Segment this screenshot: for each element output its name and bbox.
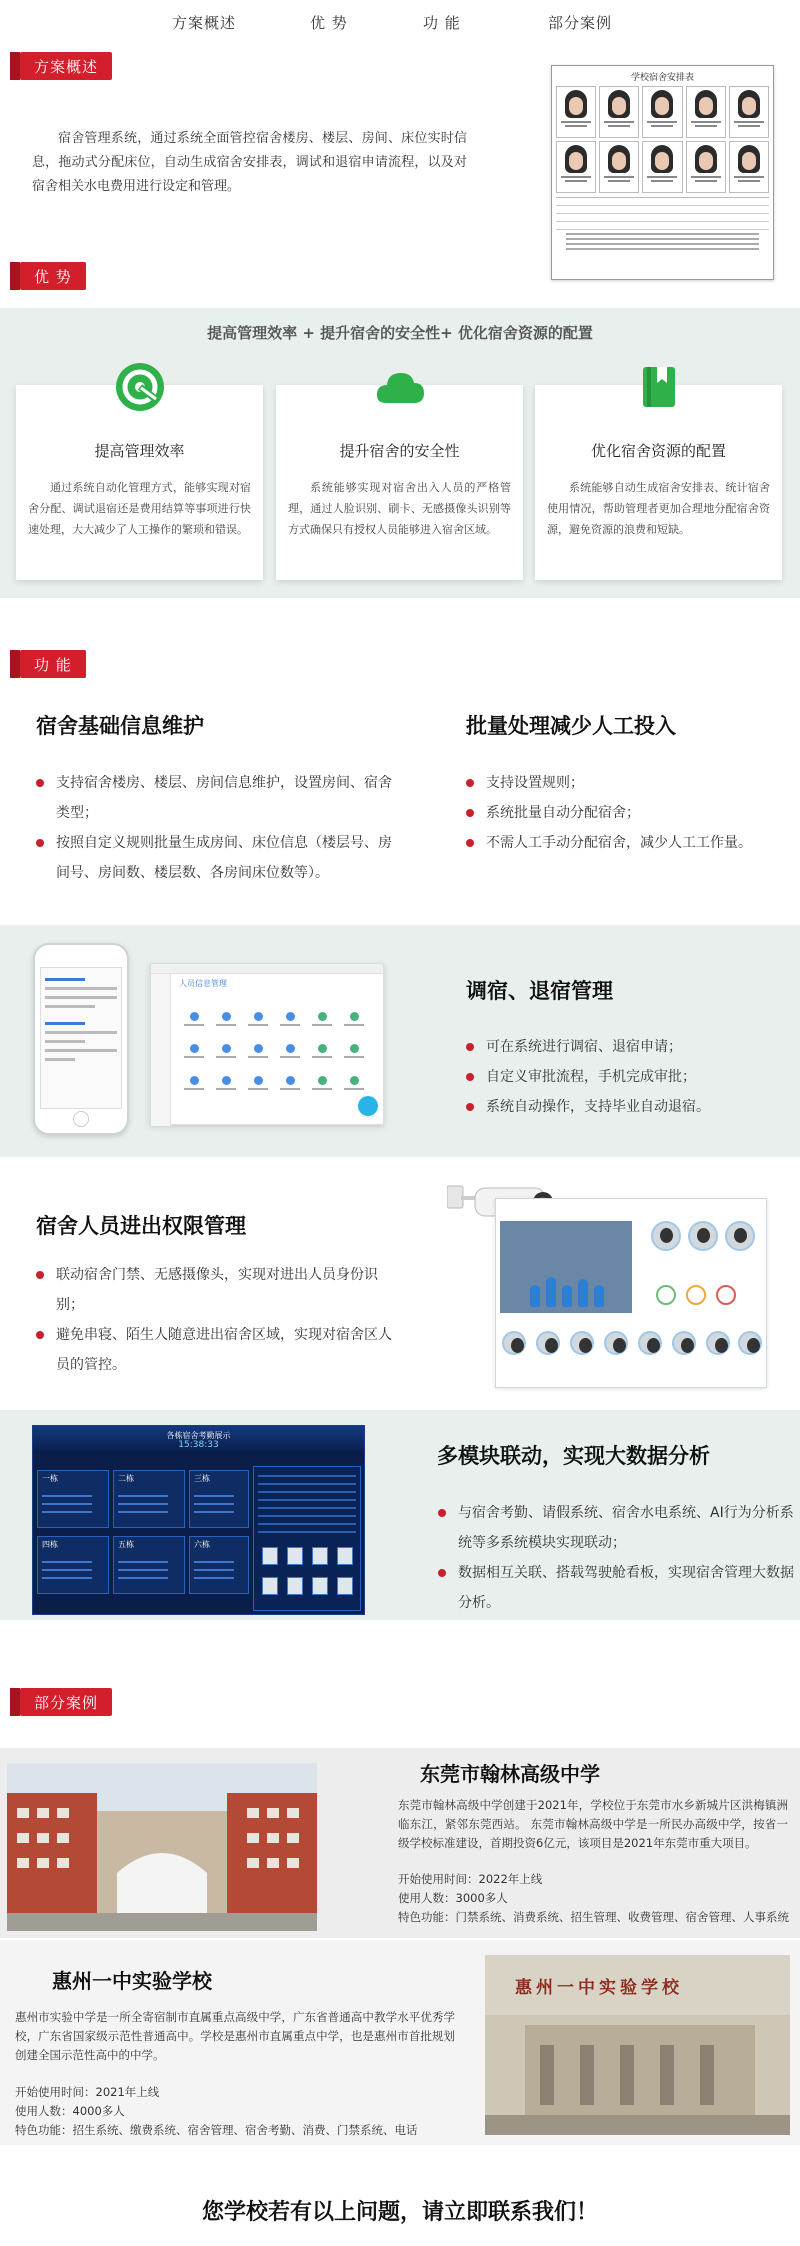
- list-item: 数据相互关联、搭载驾驶舱看板，实现宿舍管理大数据分析。: [434, 1558, 794, 1618]
- list-item: 联动宿舍门禁、无感摄像头，实现对进出人员身份识别；: [32, 1260, 392, 1320]
- avatar: [725, 1221, 755, 1251]
- phone-home-button: [73, 1111, 89, 1127]
- student-photo: [695, 90, 717, 118]
- feature-list-transfer: [462, 1032, 792, 1122]
- web-page-title: 人员信息管理: [179, 979, 227, 988]
- nav-overview[interactable]: 方案概述: [172, 14, 237, 32]
- case2-name: 惠州一中实验学校: [52, 1969, 212, 1993]
- list-item: 与宿舍考勤、请假系统、宿舍水电系统、AI行为分析系统等多系统模块实现联动；: [434, 1498, 794, 1558]
- book-icon: [633, 361, 685, 413]
- top-nav: [0, 0, 800, 40]
- dashboard-title: 各栋宿舍考勤展示: [166, 1431, 231, 1440]
- avatar: [536, 1331, 560, 1355]
- advantages-headline: 提高管理效率 + 提升宿舍的安全性+ 优化宿舍资源的配置: [207, 324, 593, 342]
- sheet-cell: [729, 141, 769, 193]
- building-tile: 三栋: [189, 1470, 249, 1528]
- list-item: 支持宿舍楼房、楼层、房间信息维护，设置房间、宿舍类型；: [32, 768, 392, 828]
- phone-screen: [40, 967, 122, 1109]
- case2-school-photo: [485, 1955, 790, 2135]
- case1-description: 东莞市翰林高级中学创建于2021年，学校位于东莞市水乡新城片区洪梅镇洲临东江，紧邻东莞西站。 东莞市翰林高级中学是一所民办高级中学，按省一级学校标准建设，首期投资6亿元，该项目是2021年东莞市重大项目。: [398, 1798, 788, 1850]
- student-photo: [651, 145, 673, 173]
- feature-title-bigdata: 多模块联动，实现大数据分析: [437, 1444, 710, 1468]
- list-item: 避免串寝、陌生人随意进出宿舍区域，实现对宿舍区人员的管控。: [32, 1320, 392, 1380]
- feature-list-access: [32, 1260, 392, 1380]
- avatar: [502, 1331, 526, 1355]
- advantage-card-security: [276, 385, 523, 580]
- list-item: 按照自定义规则批量生成房间、床位信息（楼层号、房间号、房间数、楼层数、各房间床位数等）。: [32, 828, 392, 888]
- avatar: [688, 1221, 718, 1251]
- case1-school-photo: [7, 1763, 317, 1931]
- avatar: [672, 1331, 696, 1355]
- student-photo: [651, 90, 673, 118]
- feature-title-batch: 批量处理减少人工投入: [466, 714, 676, 738]
- case1-features: 特色功能：门禁系统、消费系统、招生管理、收费管理、宿舍管理、人事系统: [398, 1910, 789, 1924]
- student-photo: [565, 90, 587, 118]
- advantage-desc: 通过系统自动化管理方式，能够实现对宿舍分配、调试退宿还是费用结算等事项进行快速处理，大大减少了人工操作的繁琐和错误。: [28, 481, 251, 536]
- web-sidebar: [151, 974, 171, 1126]
- stat-dot: [656, 1285, 676, 1305]
- case1-name: 东莞市翰林高级中学: [420, 1762, 600, 1786]
- sheet-cell: [729, 86, 769, 138]
- student-photo: [565, 145, 587, 173]
- contact-cta: 您学校若有以上问题，请立即联系我们！: [201, 2200, 598, 2225]
- list-item: 系统批量自动分配宿舍；: [462, 798, 792, 828]
- list-item: 可在系统进行调宿、退宿申请；: [462, 1032, 792, 1062]
- list-item: 不需人工手动分配宿舍，减少人工工作量。: [462, 828, 792, 858]
- advantage-desc: 系统能够实现对宿舍出入人员的严格管理，通过人脸识别、刷卡、无感摄像头识别等方式确保只有授权人员能够进入宿舍区域。: [288, 481, 511, 536]
- case1-start: 开始使用时间：2022年上线: [398, 1872, 543, 1886]
- phone-mockup: [33, 943, 129, 1135]
- avatar: [651, 1221, 681, 1251]
- building-tile: 二栋: [113, 1470, 185, 1528]
- building-tile: 六栋: [189, 1536, 249, 1594]
- case2-users: 使用人数：4000多人: [15, 2104, 125, 2118]
- advantage-card-resources: [535, 385, 782, 580]
- dashboard-list-panel: [253, 1466, 361, 1611]
- feature-title-access: 宿舍人员进出权限管理: [36, 1214, 246, 1238]
- avatar: [570, 1331, 594, 1355]
- stat-dot: [686, 1285, 706, 1305]
- case2-sign-text: 惠州一中实验学校: [515, 1978, 683, 1998]
- nav-cases[interactable]: 部分案例: [548, 14, 613, 32]
- overview-tag: 方案概述: [20, 52, 112, 80]
- sheet-photo-grid: [556, 86, 769, 193]
- functions-tag: 功 能: [20, 650, 86, 678]
- sheet-table: [556, 197, 769, 230]
- feature-list-batch: [462, 768, 792, 858]
- student-photo: [738, 90, 760, 118]
- sheet-cell: [642, 86, 682, 138]
- advantage-title: 提升宿舍的安全性: [339, 442, 460, 460]
- student-photo: [608, 90, 630, 118]
- advantages-tag: 优 势: [20, 262, 86, 290]
- feature-list-bigdata: [434, 1498, 794, 1618]
- web-action-button: [358, 1096, 378, 1116]
- sheet-cell: [686, 86, 726, 138]
- target-icon: [114, 361, 166, 413]
- sheet-cell: [686, 141, 726, 193]
- sheet-cell: [642, 141, 682, 193]
- dashboard-mockup: [32, 1425, 365, 1615]
- avatar: [738, 1331, 762, 1355]
- dorm-arrangement-sheet: [551, 65, 774, 280]
- avatar: [638, 1331, 662, 1355]
- avatar: [604, 1331, 628, 1355]
- advantage-card-efficiency: [16, 385, 263, 580]
- cloud-icon: [374, 361, 426, 413]
- student-photo: [695, 145, 717, 173]
- list-item: 系统自动操作，支持毕业自动退宿。: [462, 1092, 792, 1122]
- student-photo: [738, 145, 760, 173]
- feature-list-basic: [32, 768, 392, 888]
- feature-title-transfer: 调宿、退宿管理: [466, 979, 613, 1003]
- overview-text: 宿舍管理系统，通过系统全面管控宿舍楼房、楼层、房间、床位实时信息，拖动式分配床位，自动生成宿舍安排表，调试和退宿申请流程，以及对宿舍相关水电费用进行设定和管理。: [32, 131, 467, 194]
- advantage-desc: 系统能够自动生成宿舍安排表、统计宿舍使用情况，帮助管理者更加合理地分配宿舍资源，避免资源的浪费和短缺。: [547, 481, 770, 536]
- sheet-cell: [599, 141, 639, 193]
- avatar: [706, 1331, 730, 1355]
- camera-feed: [500, 1221, 632, 1313]
- case2-start: 开始使用时间：2021年上线: [15, 2085, 160, 2099]
- sheet-cell: [556, 141, 596, 193]
- case1-users: 使用人数：3000多人: [398, 1891, 508, 1905]
- advantage-title: 优化宿舍资源的配置: [590, 442, 726, 460]
- feature-title-basic: 宿舍基础信息维护: [36, 714, 204, 738]
- room-grid: [181, 1012, 367, 1096]
- advantage-title: 提高管理效率: [94, 442, 185, 460]
- building-tile: 一栋: [37, 1470, 109, 1528]
- web-admin-mockup: [150, 963, 384, 1125]
- student-photo: [608, 145, 630, 173]
- nav-functions[interactable]: 功 能: [423, 14, 461, 32]
- dashboard-clock: 15:38:33: [178, 1440, 219, 1450]
- face-recognition-panel: [495, 1198, 767, 1388]
- building-tile: 四栋: [37, 1536, 109, 1594]
- stat-dot: [716, 1285, 736, 1305]
- nav-advantages[interactable]: 优 势: [310, 14, 348, 32]
- case2-features: 特色功能：招生系统、缴费系统、宿舍管理、宿舍考勤、消费、门禁系统、电话: [15, 2123, 418, 2137]
- case2-description: 惠州市实验中学是一所全寄宿制市直属重点高级中学，广东省普通高中教学水平优秀学校，广东省国家级示范性普通高中。学校是惠州市直属重点中学，也是惠州市首批规划创建全国示范性高中的中学。: [15, 2010, 455, 2062]
- list-item: 自定义审批流程，手机完成审批；: [462, 1062, 792, 1092]
- cases-tag: 部分案例: [20, 1688, 112, 1716]
- building-tile: 五栋: [113, 1536, 185, 1594]
- sheet-title: 学校宿舍安排表: [630, 73, 694, 83]
- list-item: 支持设置规则；: [462, 768, 792, 798]
- sheet-cell: [556, 86, 596, 138]
- sheet-cell: [599, 86, 639, 138]
